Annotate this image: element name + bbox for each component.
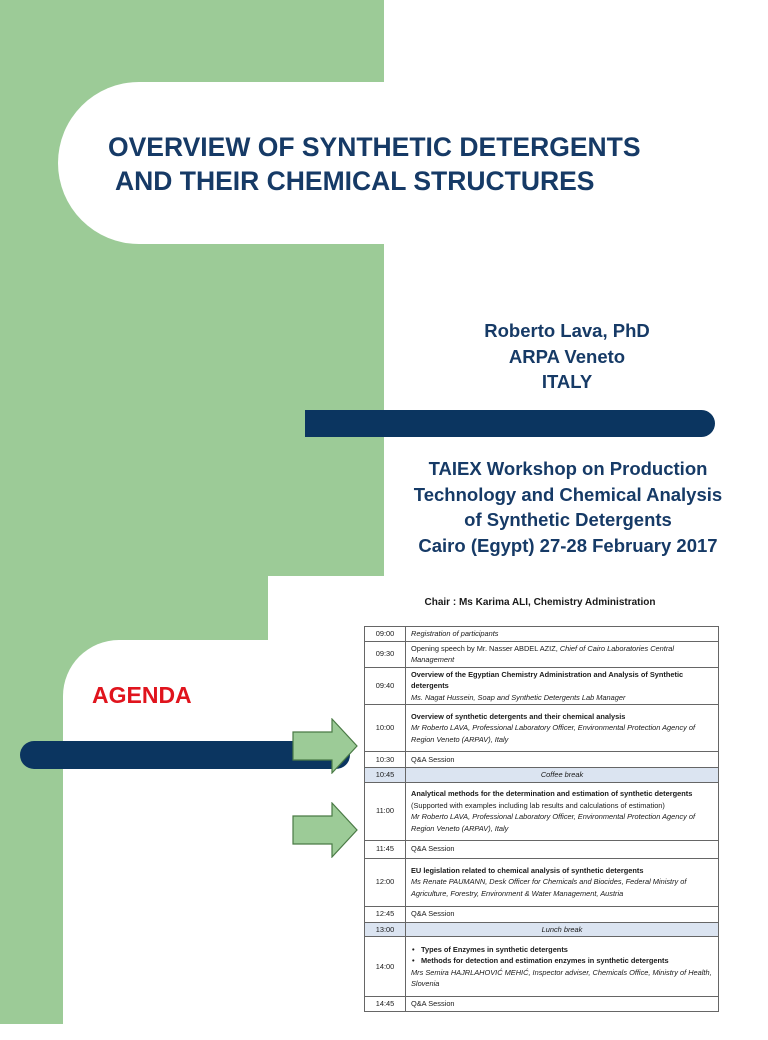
agenda-break-row [365, 922, 719, 937]
agenda-time: 13:00 [365, 922, 406, 937]
agenda-time: 12:00 [365, 858, 406, 906]
slide1-title [108, 130, 748, 198]
agenda-bullet: • Types of Enzymes in synthetic detergents [411, 944, 713, 956]
agenda-row [365, 705, 719, 752]
agenda-row [365, 627, 719, 642]
workshop-date-line: Cairo (Egypt) 27-28 February 2017 [418, 534, 718, 556]
workshop-line: TAIEX Workshop on Production [428, 458, 708, 479]
title-line: OVERVIEW OF SYNTHETIC DETERGENTS [108, 132, 641, 162]
agenda-text: Q&A Session [411, 754, 455, 764]
chair-line: Chair : Ms Karima ALI, Chemistry Administration [424, 597, 656, 608]
agenda-time: 14:00 [365, 937, 406, 997]
agenda-text: Analytical methods for the determination and estimation of synthetic detergents [411, 789, 693, 798]
agenda-row [365, 782, 719, 840]
agenda-description [406, 641, 719, 667]
agenda-table [364, 626, 719, 1012]
agenda-break-row [365, 768, 719, 783]
agenda-description [406, 997, 719, 1012]
agenda-text: Opening speech by Mr. Nasser ABDEL AZIZ, [411, 643, 560, 653]
agenda-row [365, 752, 719, 768]
author-block [420, 318, 714, 395]
agenda-description [406, 705, 719, 752]
agenda-text: Mr Roberto LAVA, Professional Laboratory Officer, Environmental Protection Agency of Region Veneto (ARPAV), Italy [411, 723, 695, 744]
agenda-text: (Supported with examples including lab results and calculations of estimation) [411, 800, 665, 810]
right-arrow-icon [292, 802, 358, 858]
workshop-line: of Synthetic Detergents [464, 509, 672, 530]
agenda-text: Q&A Session [411, 999, 455, 1008]
agenda-text: Ms Renate PAUMANN, Desk Officer for Chemicals and Biocides, Federal Ministry of Agriculture, Forestry, Environment & Water Management, Austria [411, 877, 687, 898]
agenda-time: 14:45 [365, 997, 406, 1012]
agenda-row [365, 840, 719, 858]
agenda-time: 10:45 [365, 768, 406, 783]
right-arrow-icon [292, 718, 358, 774]
agenda-row [365, 906, 719, 922]
agenda-time: 12:45 [365, 906, 406, 922]
agenda-description [406, 922, 719, 937]
agenda-row [365, 937, 719, 997]
author-country: ITALY [541, 371, 593, 392]
agenda-text: Q&A Session [411, 909, 455, 919]
agenda-text: Coffee break [540, 770, 584, 779]
agenda-time: 10:30 [365, 752, 406, 768]
agenda-description [406, 840, 719, 858]
agenda-text: Mr Roberto LAVA, Professional Laboratory Officer, Environmental Protection Agency of Region Veneto (ARPAV), Italy [411, 812, 695, 833]
agenda-description [406, 782, 719, 840]
agenda-description [406, 667, 719, 705]
agenda-time: 09:30 [365, 641, 406, 667]
agenda-text: EU legislation related to chemical analysis of synthetic detergents [411, 865, 644, 875]
agenda-description [406, 752, 719, 768]
agenda-row [365, 858, 719, 906]
agenda-time: 11:00 [365, 782, 406, 840]
workshop-info [380, 456, 756, 558]
agenda-description [406, 858, 719, 906]
agenda-row [365, 641, 719, 667]
agenda-text: Chief of Cairo Laboratories Central Management [411, 643, 675, 664]
workshop-line: Technology and Chemical Analysis [413, 483, 723, 505]
agenda-text: Ms. Nagat Hussein, Soap and Synthetic Detergents Lab Manager [411, 692, 626, 702]
agenda-bullet: • Methods for detection and estimation enzymes in synthetic detergents [411, 955, 713, 967]
agenda-text: Overview of the Egyptian Chemistry Administration and Analysis of Synthetic detergents [411, 669, 684, 690]
title-line: AND THEIR CHEMICAL STRUCTURES [115, 166, 595, 196]
agenda-text: Overview of synthetic detergents and their chemical analysis [411, 711, 626, 721]
agenda-row [365, 667, 719, 705]
author-org: ARPA Veneto [508, 345, 626, 367]
agenda-time: 09:00 [365, 627, 406, 642]
agenda-time: 09:40 [365, 667, 406, 705]
agenda-text: Q&A Session [411, 844, 455, 854]
agenda-row [365, 997, 719, 1012]
agenda-description [406, 627, 719, 642]
agenda-time: 10:00 [365, 705, 406, 752]
agenda-text: Mrs Semira HAJRLAHOVIĆ MEHIĆ, Inspector adviser, Chemicals Office, Ministry of Health, Slovenia [411, 967, 712, 988]
author-name: Roberto Lava, PhD [484, 320, 650, 341]
agenda-heading: AGENDA [92, 682, 192, 708]
slide1-divider-bar [305, 410, 715, 437]
agenda-description [406, 937, 719, 997]
agenda-text: Lunch break [541, 924, 583, 934]
agenda-description [406, 906, 719, 922]
agenda-description [406, 768, 719, 783]
agenda-time: 11:45 [365, 840, 406, 858]
agenda-text: Registration of participants [411, 629, 499, 638]
